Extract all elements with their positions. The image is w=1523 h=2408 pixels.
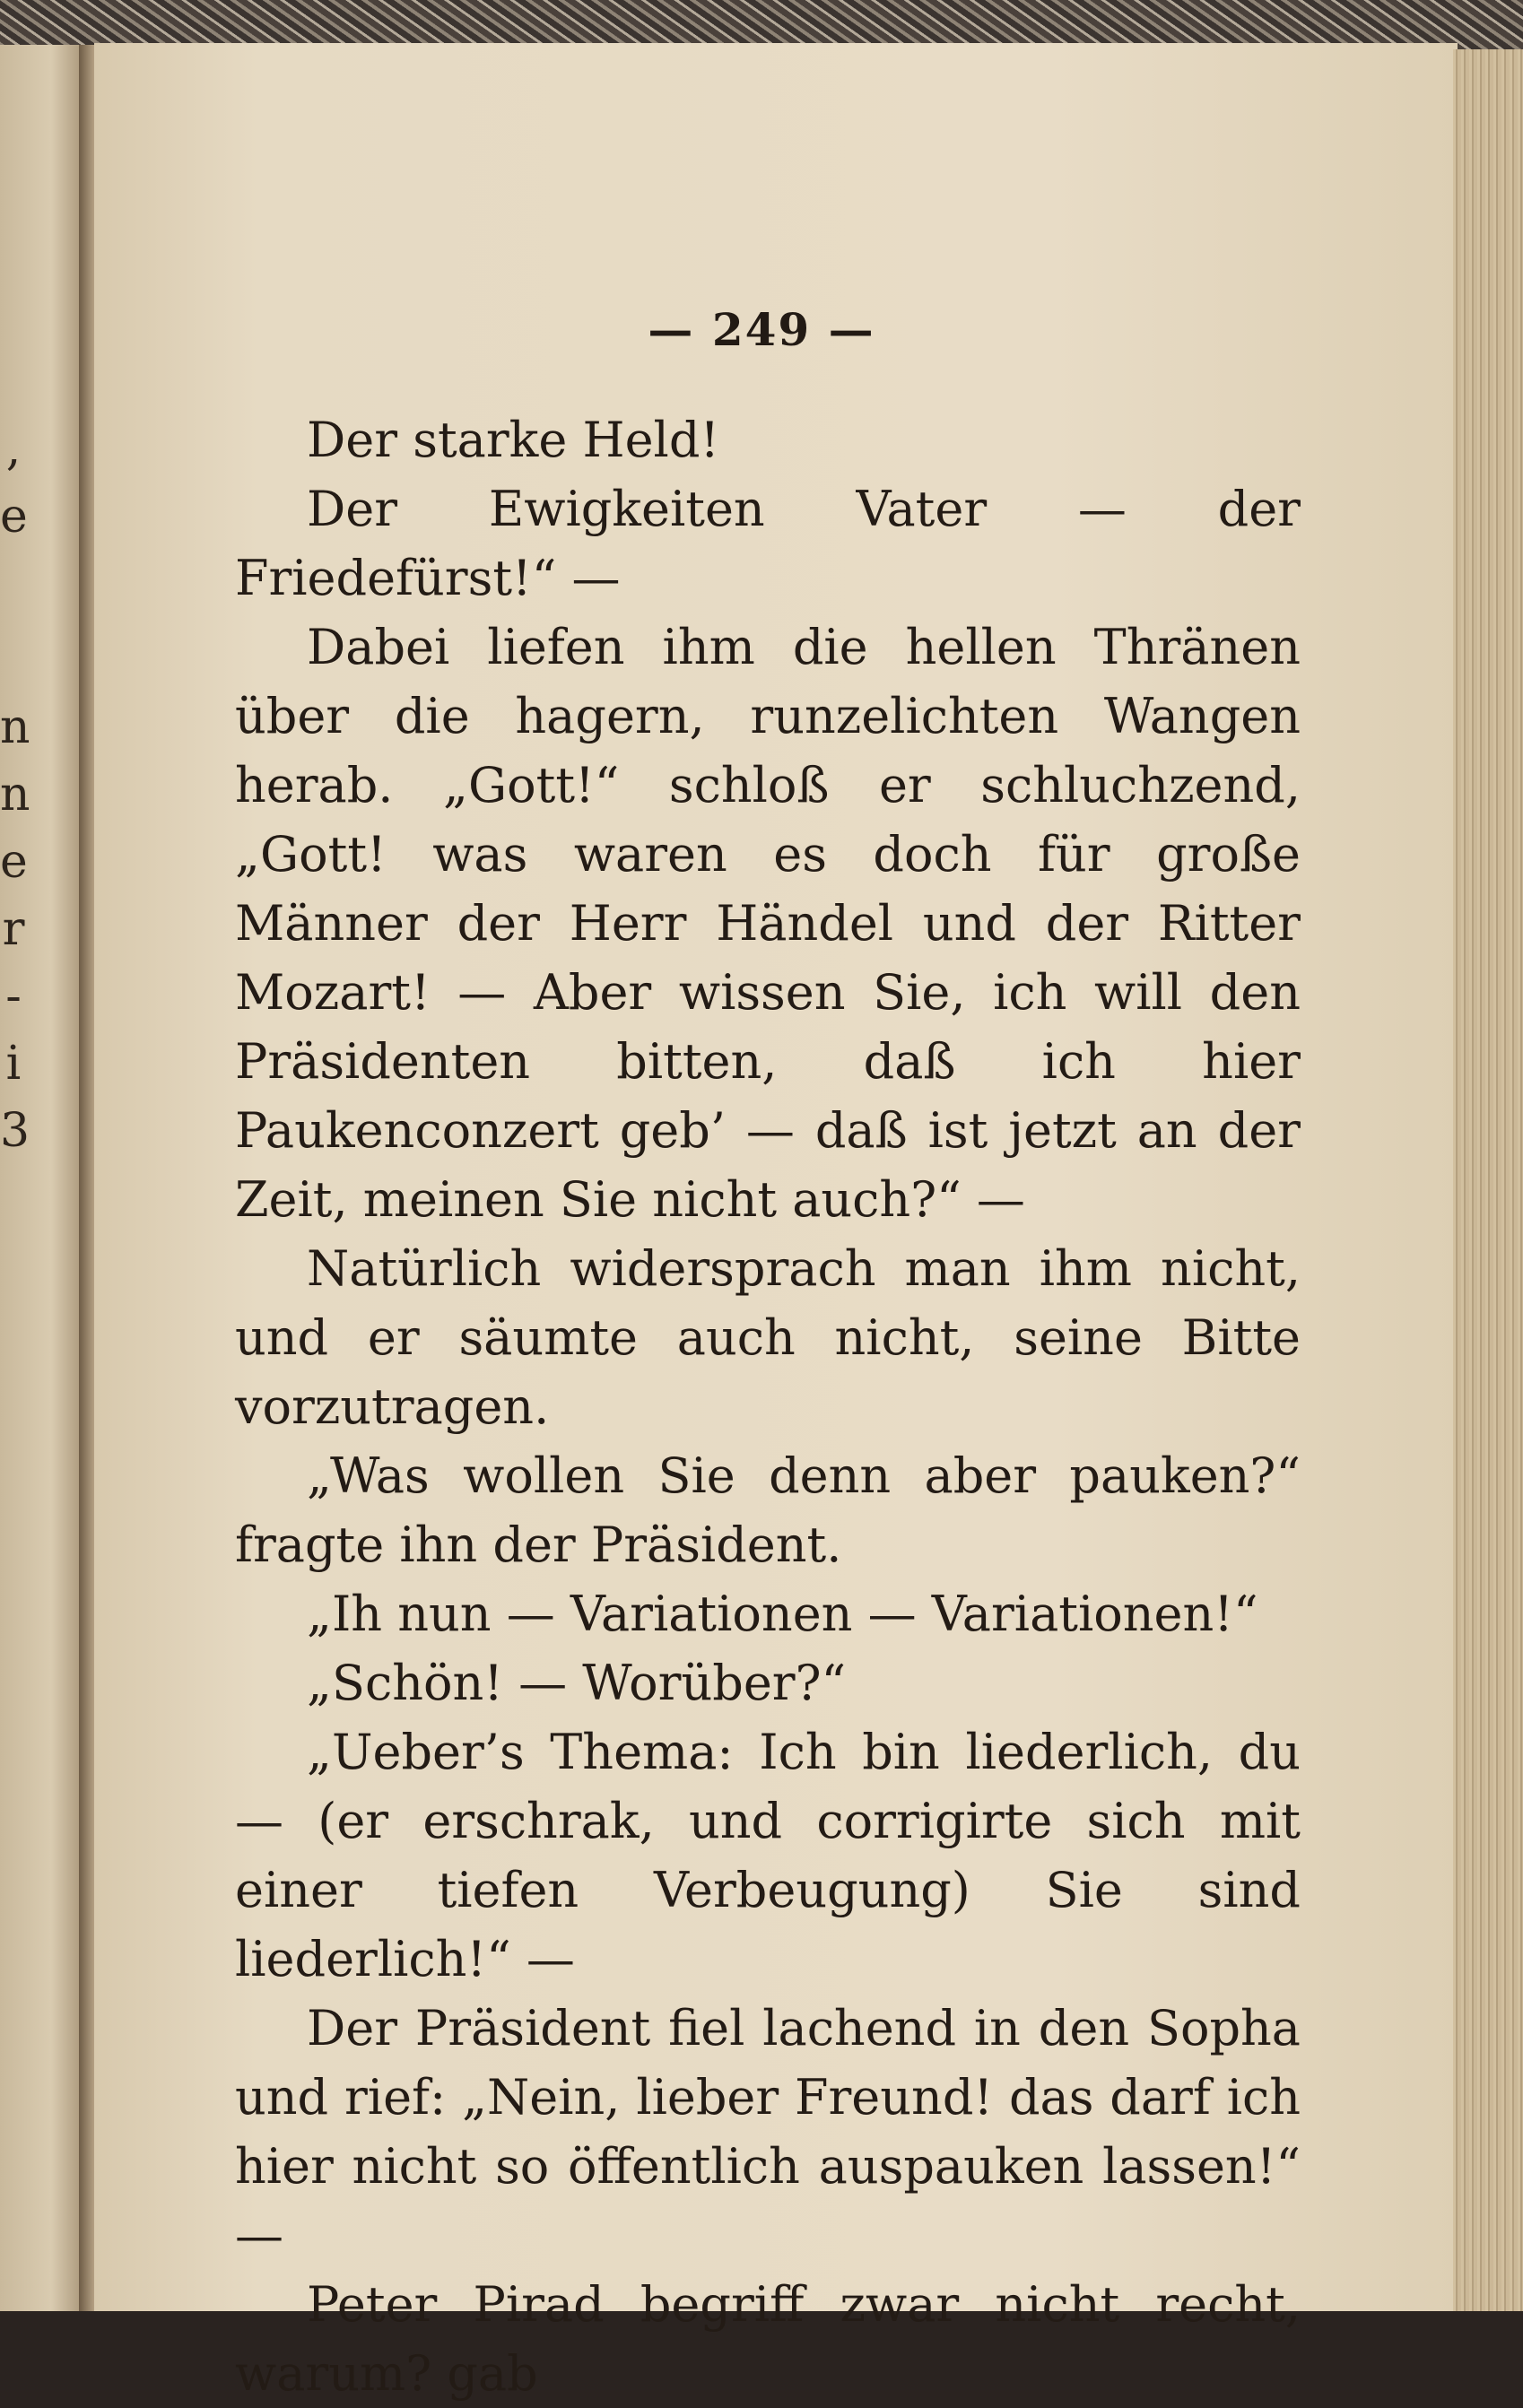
facing-page-fragment: i — [5, 1037, 22, 1091]
paragraph: Dabei liefen ihm die hellen Thränen über die hagern, runzelichten Wangen herab. „Gott!“ schloß er schluchzend, „Gott! was waren es doch für große Männer der Herr Händel und der Ritter Mozart! — Aber wissen Sie, ich will den Präsidenten bitten, daß ich hier Paukenconzert geb’ — daß ist jetzt an der Zeit, meinen Sie nicht auch?“ — — [235, 619, 1301, 1228]
paragraph: „Was wollen Sie denn aber pauken?“ fragte ihn der Präsident. — [235, 1447, 1301, 1573]
paragraph: Der starke Held! — [307, 412, 720, 468]
facing-page-fragment: - — [5, 969, 22, 1023]
facing-page-fragment: 3 — [0, 1104, 30, 1158]
page-text — [235, 405, 1301, 2408]
facing-page — [0, 45, 85, 2311]
paragraph: „Schön! — Worüber?“ — [307, 1655, 847, 1711]
facing-page-fragment: n — [0, 768, 30, 822]
facing-page-fragment: e — [0, 835, 28, 889]
paragraph: Der Präsident fiel lachend in den Sopha und rief: „Nein, lieber Freund! das darf ich hier nicht so öffentlich auspauken lassen!“ — — [235, 2000, 1301, 2264]
paragraph: „Ueber’s Thema: Ich bin liederlich, du — (er erschrak, und corrigirte sich mit einer tiefen Verbeugung) Sie sind liederlich!“ — — [235, 1724, 1301, 1987]
page-number: — 249 — — [648, 303, 875, 356]
facing-page-fragment: r — [2, 902, 25, 956]
facing-page-fragment: n — [0, 700, 30, 754]
paragraph: Der Ewigkeiten Vater — der Friedefürst!“ — — [235, 481, 1301, 606]
facing-page-fragment: , — [5, 422, 22, 476]
paragraph: Peter Pirad begriff zwar nicht recht, warum? gab — [235, 2276, 1301, 2402]
page-edges — [1453, 49, 1523, 2311]
paragraph: Natürlich widersprach man ihm nicht, und er säumte auch nicht, seine Bitte vorzutragen. — [235, 1240, 1301, 1435]
paragraph: „Ih nun — Variationen — Variationen!“ — [307, 1586, 1258, 1642]
facing-page-fragment: e — [0, 490, 28, 543]
